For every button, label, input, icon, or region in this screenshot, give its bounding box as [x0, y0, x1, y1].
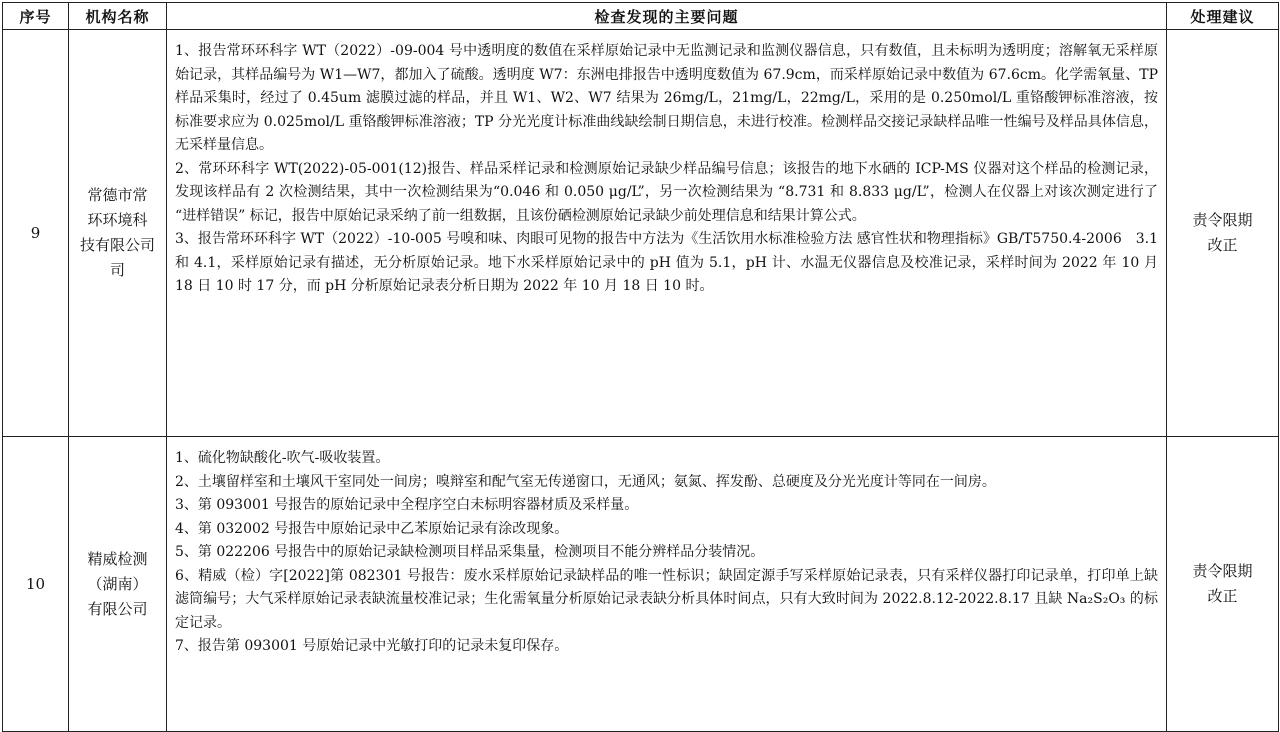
issue-item: 4、第 032002 号报告中原始记录中乙苯原始记录有涂改现象。 [175, 520, 569, 537]
suggestion-line: 责令限期 [1192, 211, 1253, 229]
row-seq: 9 [3, 30, 69, 437]
header-issues: 检查发现的主要问题 [167, 3, 1167, 30]
row-suggestion [1167, 437, 1279, 732]
row-org [69, 437, 167, 732]
issue-item: 1、硫化物缺酸化-吹气-吸收装置。 [175, 450, 390, 466]
row-org [69, 30, 167, 437]
org-line: 技有限公司 [79, 236, 155, 254]
issue-item: 3、第 093001 号报告的原始记录中全程序空白未标明容器材质及采样量。 [175, 497, 639, 513]
row-suggestion [1167, 30, 1279, 437]
issue-item: 2、土壤留样室和土壤风干室同处一间房；嗅辩室和配气室无传递窗口，无通风；氨氮、挥发酚、总硬度及分光光度计等同在一间房。 [175, 473, 996, 490]
issue-item: 5、第 022206 号报告中的原始记录缺检测项目样品采集量，检测项目不能分辨样品分装情况。 [175, 544, 765, 560]
org-line: 常德市常 [87, 186, 148, 204]
inspection-table [2, 2, 1279, 732]
header-org: 机构名称 [69, 3, 167, 30]
org-line: 精威检测 [87, 549, 148, 568]
issue-item: 7、报告第 093001 号原始记录中光敏打印的记录未复印保存。 [175, 638, 569, 654]
table-row [3, 30, 1279, 437]
org-line: 有限公司 [87, 599, 148, 618]
org-line: （湖南） [87, 574, 148, 593]
issue-item: 2、常环环科字 WT(2022)-05-001(12)报告、样品采样记录和检测原始记录缺少样品编号信息；该报告的地下水硒的 ICP-MS 仪器对这个样品的检测记录，发现该样品有 2 次检测结果，其中一次检测结果为“0.046 和 0.050 μg/L”，另一次检测结果为 “8.731 和 8.833 μg/L”，检测人在仪器上对该次测定进行了 “进样错误” 标记，报告中原始记录采纳了前一组数据，且该份硒检测原始记录缺少前处理信息和结果计算公式。 [175, 160, 1158, 224]
issue-item: 6、精威（检）字[2022]第 082301 号报告：废水采样原始记录缺样品的唯一性标识；缺固定源手写采样原始记录表，只有采样仪器打印记录单，打印单上缺滤筒编号；大气采样原始记录表缺流量校准记录；生化需氧量分析原始记录表缺分析具体时间点，只有大致时间为 2022.8.12-2022.8.17 且缺 Na₂S₂O₃ 的标定记录。 [175, 567, 1158, 631]
suggestion-line: 改正 [1207, 587, 1238, 605]
row-seq: 10 [3, 437, 69, 732]
table-header-row [3, 3, 1279, 30]
org-line: 司 [109, 261, 125, 279]
suggestion-line: 改正 [1207, 236, 1238, 254]
header-seq: 序号 [3, 3, 69, 30]
header-suggestion: 处理建议 [1167, 3, 1279, 30]
table-row [3, 437, 1279, 732]
row-issues [167, 437, 1167, 732]
issue-item: 3、报告常环环科字 WT（2022）-10-005 号嗅和味、肉眼可见物的报告中方法为《生活饮用水标准检验方法 感官性状和物理指标》GB/T5750.4-2006 3.1 和 4.1，采样原始记录有描述，无分析原始记录。地下水采样原始记录中的 pH 值为 5.1，pH 计、水温无仪器信息及校准记录，采样时间为 2022 年 10 月 18 日 10 时 17 分，而 pH 分析原始记录表分析日期为 2022 年 10 月 18 日 10 时。 [175, 231, 1158, 294]
issue-item: 1、报告常环环科字 WT（2022）-09-004 号中透明度的数值在采样原始记录中无监测记录和监测仪器信息，只有数值，且未标明为透明度；溶解氧无采样原始记录，其样品编号为 W1—W7，都加入了硫酸。透明度 W7：东洲电排报告中透明度数值为 67.9cm，而采样原始记录中数值为 67.6cm。化学需氧量、TP 样品采集时，经过了 0.45um 滤膜过滤的样品，并且 W1、W2、W7 结果为 26mg/L，21mg/L，22mg/L，采用的是 0.250mol/L 重铬酸钾标准溶液，按标准要求应为 0.025mol/L 重铬酸钾标准溶液；TP 分光光度计标准曲线缺绘制日期信息，未进行校准。检测样品交接记录缺样品唯一性编号及样品具体信息，无采样量信息。 [175, 43, 1158, 153]
suggestion-line: 责令限期 [1192, 562, 1253, 580]
row-issues [167, 30, 1167, 437]
org-line: 环环境科 [87, 211, 148, 229]
